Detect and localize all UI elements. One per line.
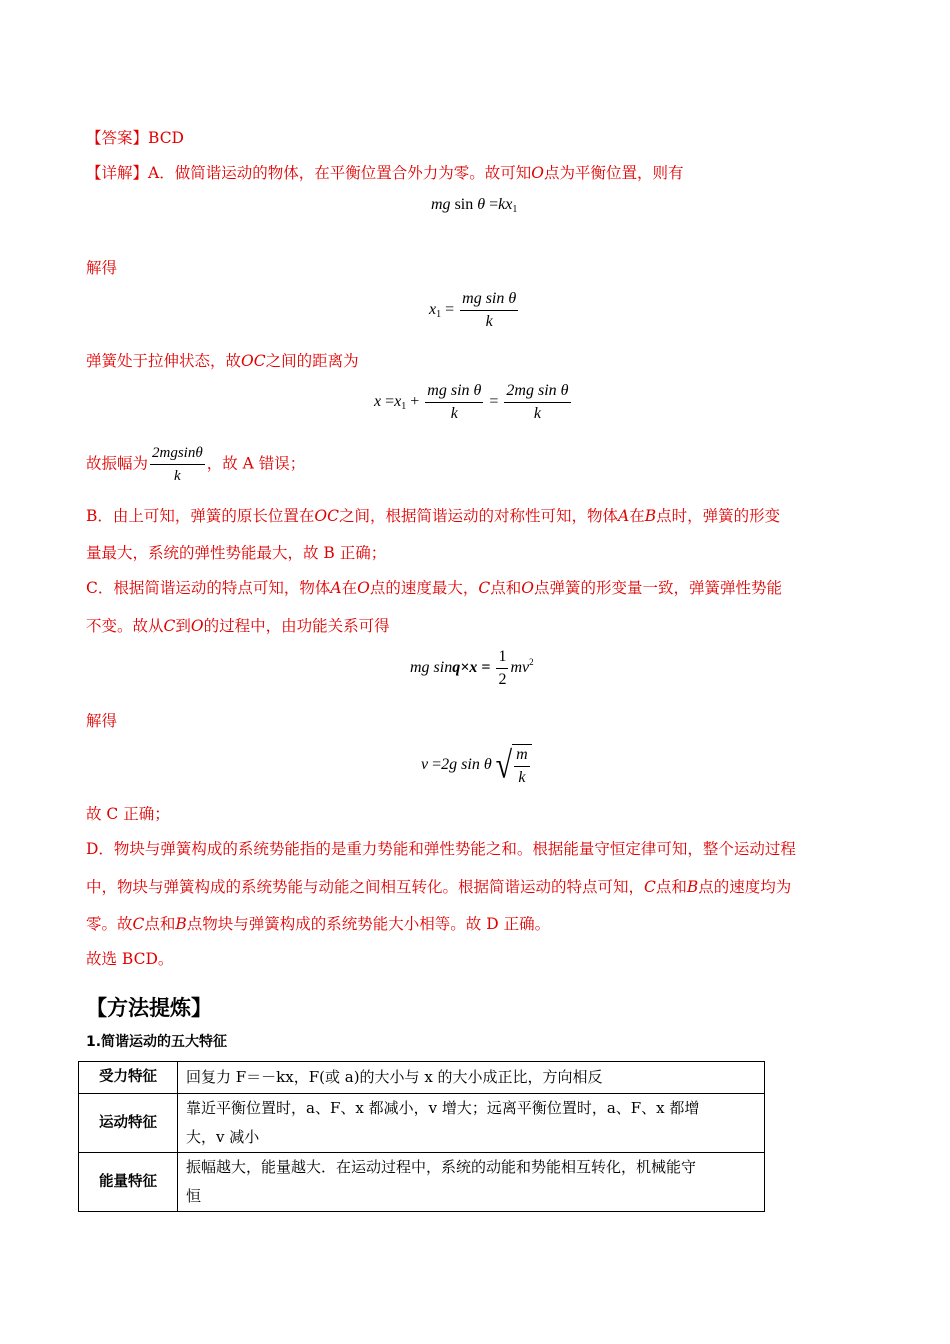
- point-label: B: [644, 507, 657, 525]
- equation-2: [429, 290, 520, 331]
- fraction-numerator: 2mg sin θ: [504, 382, 570, 403]
- row-text: 振幅越大，能量越大．在运动过程中，系统的动能和势能相互转化，机械能守: [186, 1158, 697, 1176]
- eq-superscript: 2: [529, 657, 534, 668]
- detail-text: ，故 A 错误；: [206, 454, 306, 473]
- jiede-1: 解得: [86, 259, 118, 277]
- feature-table: [78, 1061, 765, 1212]
- eq-term: sin: [454, 196, 474, 213]
- point-label: OC: [314, 507, 339, 525]
- answer-value: BCD: [148, 129, 184, 147]
- point-label: C: [644, 878, 656, 896]
- eq-term: kx: [498, 196, 513, 213]
- eq-term: v: [421, 756, 429, 774]
- point-label: O: [190, 617, 204, 635]
- point-label: O: [357, 579, 370, 597]
- table-row: [79, 1094, 765, 1153]
- jiede-2: 解得: [86, 712, 118, 730]
- detail-text: 之间的距离为: [265, 352, 359, 370]
- detail-line-3: [86, 444, 305, 485]
- equation-3: [374, 382, 573, 423]
- point-label: OC: [241, 352, 266, 370]
- detail-text: 点为平衡位置，则有: [543, 164, 684, 182]
- detail-text: A．做简谐运动的物体，在平衡位置合外力为零。故可知: [148, 164, 532, 182]
- detail-text: 的过程中，由功能关系可得: [203, 617, 390, 635]
- eq-sign: =: [489, 393, 499, 411]
- eq-term: x: [429, 301, 437, 319]
- eq-sign: =: [432, 756, 442, 774]
- point-label: B: [175, 915, 187, 933]
- fraction-numerator: 1: [496, 648, 508, 669]
- eq-term: x: [394, 393, 402, 411]
- detail-line-d1: D．物块与弹簧构成的系统势能指的是重力势能和弹性势能之和。根据能量守恒定律可知，整个运动过程: [86, 840, 796, 858]
- detail-text: 点和: [490, 579, 522, 597]
- eq-sign: =: [481, 659, 491, 677]
- equation-5: [421, 744, 532, 787]
- fraction-numerator: mg sin θ: [425, 382, 483, 403]
- eq-sign: =: [489, 196, 499, 213]
- eq-term: ×x: [460, 659, 478, 677]
- amplitude-fraction: [150, 444, 205, 485]
- detail-line-d3: [86, 913, 550, 935]
- row-text: 大，v 减小: [186, 1128, 260, 1146]
- row-text: 恒: [186, 1187, 202, 1205]
- detail-line-2: [86, 350, 359, 372]
- table-row: [79, 1062, 765, 1094]
- row-text: 靠近平衡位置时，a、F、x 都减小，v 增大；远离平衡位置时，a、F、x 都增: [186, 1099, 700, 1117]
- row-header: 受力特征: [79, 1062, 178, 1094]
- method-subtitle: 1.简谐运动的五大特征: [86, 1034, 228, 1050]
- eq-subscript: 1: [401, 401, 407, 413]
- eq-sign: =: [445, 301, 455, 319]
- fraction-denominator: k: [174, 468, 181, 484]
- point-label: O: [531, 164, 544, 182]
- detail-line-c1: [86, 577, 782, 599]
- fraction-denominator: 2: [498, 671, 507, 688]
- fraction-denominator: k: [485, 313, 493, 330]
- radicand: [512, 744, 532, 787]
- eq-sign: +: [410, 393, 420, 411]
- row-header: 能量特征: [79, 1153, 178, 1212]
- detail-text: 点和: [144, 915, 176, 933]
- detail-line-b2: 量最大，系统的弹性势能最大，故 B 正确；: [86, 544, 387, 562]
- detail-text: 点时，弹簧的形变: [656, 507, 781, 525]
- detail-text: 中，物块与弹簧构成的系统势能与动能之间相互转化。根据简谐运动的特点可知，: [86, 878, 645, 896]
- fraction-denominator: k: [533, 405, 541, 422]
- detail-text: 不变。故从: [86, 617, 164, 635]
- detail-line-c3: 故 C 正确；: [86, 805, 170, 823]
- detail-line-c2: [86, 615, 390, 637]
- fraction: [514, 746, 530, 787]
- eq-term: 2g sin θ: [441, 756, 492, 774]
- detail-line-d2: [86, 876, 791, 898]
- fraction-numerator: m: [514, 746, 530, 767]
- point-label: A: [618, 507, 630, 525]
- point-label: C: [478, 579, 491, 597]
- detail-text: 点弹簧的形变量一致，弹簧弹性势能: [533, 579, 782, 597]
- answer-tag: 【答案】: [86, 129, 149, 147]
- detail-text: 弹簧处于拉伸状态，故: [86, 352, 242, 370]
- point-label: B: [686, 878, 699, 896]
- table-row: [79, 1153, 765, 1212]
- eq-subscript: 1: [436, 309, 442, 321]
- row-content: [178, 1094, 765, 1153]
- fraction-numerator: mg sin θ: [460, 290, 518, 311]
- detail-text: 点和: [655, 878, 687, 896]
- eq-term: θ: [477, 196, 486, 213]
- detail-line-1: [86, 162, 683, 184]
- eq-term: q: [452, 659, 461, 677]
- row-text: 回复力 F＝－kx，F(或 a)的大小与 x 的大小成正比，方向相反: [186, 1068, 603, 1086]
- fraction: [496, 648, 508, 689]
- square-root: [496, 744, 532, 787]
- point-label: O: [521, 579, 534, 597]
- fraction-numerator: 2mgsinθ: [150, 444, 205, 465]
- eq-term: mv: [510, 659, 530, 677]
- detail-tag: 【详解】: [86, 164, 149, 182]
- fraction-denominator: k: [450, 405, 458, 422]
- detail-text: 点的速度均为: [698, 878, 792, 896]
- answer-line: [86, 127, 184, 149]
- fraction: [460, 290, 518, 331]
- detail-text: 点的速度最大，: [369, 579, 479, 597]
- detail-text: 在: [341, 579, 358, 597]
- radical-icon: √: [495, 744, 513, 786]
- row-content: [178, 1153, 765, 1212]
- eq-sign: =: [385, 393, 395, 411]
- eq-term: mg sin: [410, 659, 453, 677]
- point-label: A: [330, 579, 342, 597]
- detail-line-b1: [86, 505, 780, 527]
- detail-line-final: 故选 BCD。: [86, 950, 174, 968]
- detail-text: C．根据简谐运动的特点可知，物体: [86, 579, 331, 597]
- detail-text: 之间，根据简谐运动的对称性可知，物体: [338, 507, 618, 525]
- eq-term: mg: [431, 196, 451, 213]
- detail-text: B．由上可知，弹簧的原长位置在: [86, 507, 315, 525]
- point-label: C: [132, 915, 145, 933]
- detail-text: 点物块与弹簧构成的系统势能大小相等。故 D 正确。: [186, 915, 551, 933]
- detail-text: 到: [175, 617, 191, 635]
- row-content: [178, 1062, 765, 1094]
- fraction: [504, 382, 570, 423]
- equation-4: [410, 648, 534, 689]
- detail-text: 故振幅为: [86, 454, 149, 473]
- eq-subscript: 1: [512, 204, 518, 215]
- fraction-denominator: k: [518, 769, 526, 786]
- fraction: [425, 382, 483, 423]
- row-header: 运动特征: [79, 1094, 178, 1153]
- detail-text: 在: [629, 507, 645, 525]
- eq-term: x: [374, 393, 382, 411]
- equation-1: [431, 196, 517, 215]
- method-title: 【方法提炼】: [86, 995, 212, 1020]
- detail-text: 零。故: [86, 915, 133, 933]
- point-label: C: [163, 617, 176, 635]
